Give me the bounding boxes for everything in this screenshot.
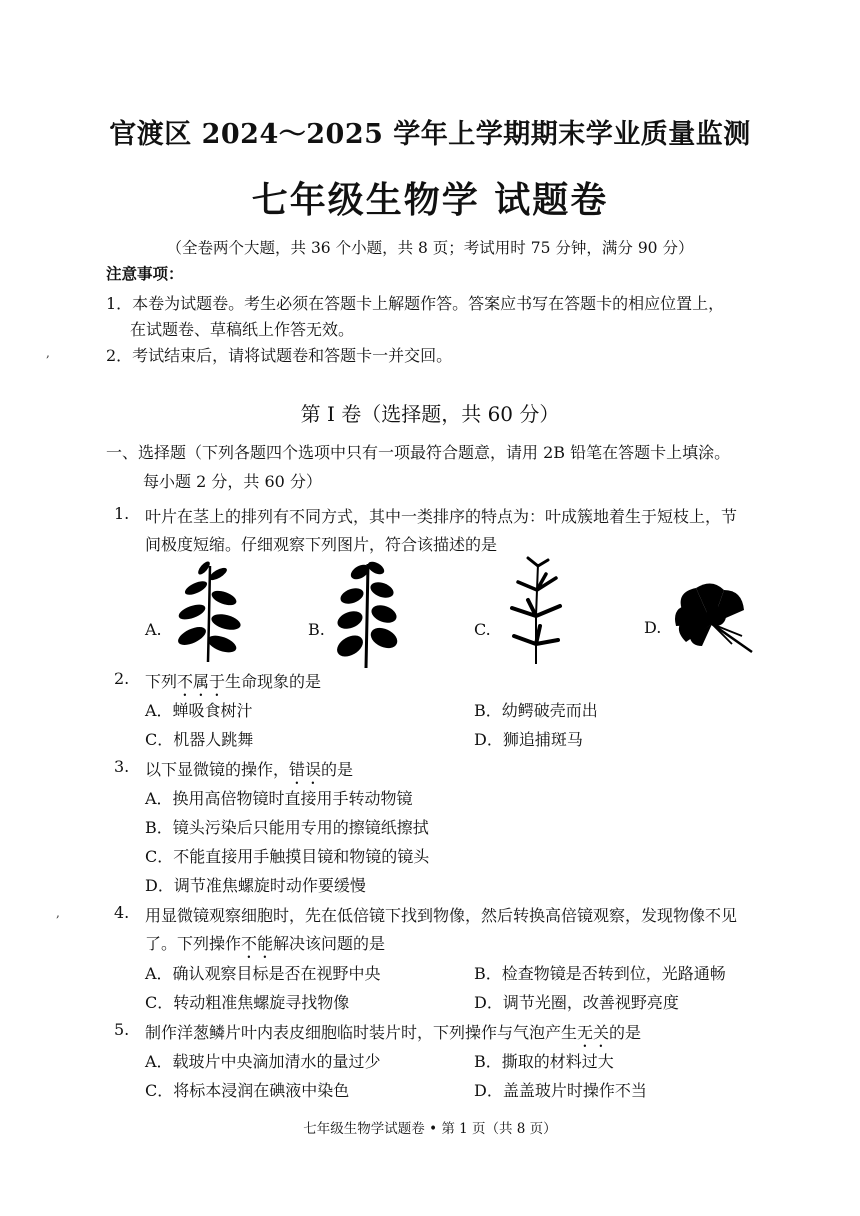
q5-option-a: A．载玻片中央滴加清水的量过少 [145, 1052, 381, 1071]
exam-title: 官渡区 2024～2025 学年上学期期末学业质量监测 [109, 119, 751, 150]
q1-label-b: B. [308, 620, 325, 639]
part-instructions-cont: 每小题 2 分，共 60 分） [143, 472, 322, 491]
q2-stem-emphasis: 不属于 [177, 672, 226, 691]
exam-subtitle: 七年级生物学 试题卷 [251, 179, 609, 221]
notice-item-2: 2．考试结束后，请将试题卷和答题卡一并交回。 [106, 346, 453, 365]
q3-stem [145, 757, 353, 788]
page-footer: 七年级生物学试题卷 • 第 1 页（共 8 页） [303, 1121, 557, 1137]
q1-stem-cont: 间极度短缩。仔细观察下列图片，符合该描述的是 [145, 535, 498, 554]
q4-stem-a: 了。下列操作 [145, 934, 242, 953]
q3-stem-emphasis: 错误 [289, 760, 322, 779]
q4-stem-emphasis: 不能 [241, 934, 274, 953]
notice-item-1-cont: 在试题卷、草稿纸上作答无效。 [130, 320, 355, 339]
plant-c-image [500, 556, 572, 664]
q1-label-d: D. [644, 618, 662, 637]
q5-option-b: B．撕取的材料过大 [474, 1052, 614, 1071]
q5-number: 5. [114, 1020, 130, 1039]
q5-stem-emphasis: 无关 [577, 1023, 610, 1042]
q2-stem-a: 下列 [145, 672, 178, 691]
q3-option-b: B．镜头污染后只能用专用的擦镜纸擦拭 [145, 818, 429, 837]
q3-number: 3. [114, 757, 130, 776]
q4-option-d: D．调节光圈，改善视野亮度 [474, 993, 679, 1012]
q5-stem-a: 制作洋葱鳞片叶内表皮细胞临时装片时，下列操作与气泡产生 [145, 1023, 578, 1042]
q5-option-d: D．盖盖玻片时操作不当 [474, 1081, 647, 1100]
q5-stem [145, 1020, 641, 1051]
q1-stem: 叶片在茎上的排列有不同方式，其中一类排序的特点为：叶成簇地着生于短枝上，节 [145, 507, 738, 526]
q1-label-c: C. [474, 620, 491, 639]
q5-option-c: C．将标本浸润在碘液中染色 [145, 1081, 350, 1100]
q4-stem-c: 解决该问题的是 [273, 934, 386, 953]
q3-option-a: A．换用高倍物镜时直接用手转动物镜 [145, 789, 413, 808]
notice-item-1: 1．本卷为试题卷。考生必须在答题卡上解题作答。答案应书写在答题卡的相应位置上， [106, 294, 725, 313]
q4-stem-cont [145, 931, 385, 962]
q2-stem-c: 生命现象的是 [225, 672, 322, 691]
q4-option-b: B．检查物镜是否转到位，光路通畅 [474, 964, 726, 983]
scan-mark-2: , [56, 906, 60, 920]
q2-option-a: A．蝉吸食树汁 [145, 701, 253, 720]
q4-option-a: A．确认观察目标是否在视野中央 [145, 964, 381, 983]
q4-stem: 用显微镜观察细胞时，先在低倍镜下找到物像，然后转换高倍镜观察，发现物像不见 [145, 906, 738, 925]
q3-option-c: C．不能直接用手触摸目镜和物镜的镜头 [145, 847, 430, 866]
q2-option-c: C．机器人跳舞 [145, 730, 254, 749]
q2-stem [145, 669, 321, 700]
q4-option-c: C．转动粗准焦螺旋寻找物像 [145, 993, 350, 1012]
q5-stem-c: 的是 [609, 1023, 642, 1042]
section-heading: 第 I 卷（选择题，共 60 分） [300, 402, 560, 426]
plant-a-image [168, 558, 248, 662]
exam-info: （全卷两个大题，共 36 个小题，共 8 页；考试用时 75 分钟，满分 90 分） [166, 239, 694, 257]
plant-b-image [330, 558, 402, 668]
q3-stem-c: 的是 [321, 760, 354, 779]
q3-option-d: D．调节准焦螺旋时动作要缓慢 [145, 876, 366, 895]
part-instructions: 一、选择题（下列各题四个选项中只有一项最符合题意，请用 2B 铅笔在答题卡上填涂。 [106, 443, 731, 462]
q3-stem-a: 以下显微镜的操作， [145, 760, 290, 779]
notice-heading: 注意事项： [106, 264, 184, 283]
q2-number: 2. [114, 669, 130, 688]
q1-label-a: A. [145, 620, 162, 639]
plant-d-image [672, 580, 756, 656]
q2-option-b: B．幼鳄破壳而出 [474, 701, 598, 720]
q2-option-d: D．狮追捕斑马 [474, 730, 583, 749]
q4-number: 4. [114, 903, 130, 922]
q1-number: 1. [114, 504, 130, 523]
scan-mark: , [46, 346, 50, 360]
